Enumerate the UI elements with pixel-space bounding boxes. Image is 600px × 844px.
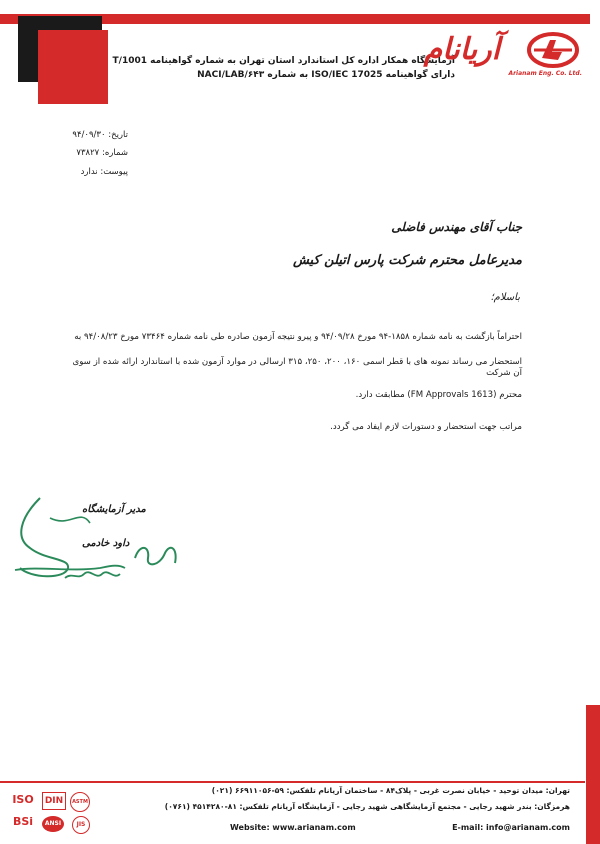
- logo-subtitle: Arianam Eng. Co. Ltd.: [508, 70, 582, 77]
- signer-name: داود خادمی: [82, 538, 130, 549]
- brand-name: آریانام: [423, 32, 500, 67]
- greeting: باسلام؛: [490, 292, 520, 303]
- footer-address-hormozgan: هرمزگان: بندر شهید رجایی - مجتمع آزمایشگاهی شهید رجایی - آزمایشگاه آریانام تلفکس: ۸۱-۴۵۱۴۲۸۰ (۰۷۶۱): [164, 802, 570, 811]
- accreditation-line-1: آزمایشگاه همکار اداره کل استاندارد استان تهران به شماره گواهینامه T/1001: [112, 56, 455, 66]
- corner-red-block: [38, 30, 108, 104]
- letter-date: تاریخ: ۹۴/۰۹/۳۰: [72, 130, 128, 140]
- body-paragraph-4: مراتب جهت استحضار و دستورات لازم ایفاد می گردد.: [330, 422, 522, 432]
- din-logo-icon: DIN: [42, 792, 66, 810]
- letter-attachment: پیوست: ندارد: [80, 167, 128, 177]
- footer-address-tehran: تهران: میدان توحید - خیابان نصرت غربی - پلاک۸۴ - ساختمان آریانام تلفکس: ۵۹-۶۶۹۱۱۰۵۶ (۰۲۱): [211, 786, 570, 795]
- footer-website: Website: www.arianam.com: [230, 823, 356, 832]
- addressee-title: مدیرعامل محترم شرکت پارس اتیلن کیش: [292, 253, 522, 268]
- bsi-logo-icon: BSi: [12, 815, 34, 828]
- addressee-name: جناب آقای مهندس فاضلی: [391, 220, 522, 234]
- ansi-logo-icon: ANSI: [42, 816, 64, 832]
- jis-logo-icon: JIS: [72, 816, 90, 834]
- footer-divider: [0, 781, 585, 783]
- body-paragraph-2: استحضار می رساند نمونه های با قطر اسمی ۱۶۰، ۲۰۰، ۲۵۰، ۳۱۵ ارسالی در موارد آزمون شده با استاندارد ارائه شده از سوی آن شرکت: [72, 357, 522, 378]
- body-paragraph-1: احتراماً بازگشت به نامه شماره ۱۸۵۸-۹۴ مورخ ۹۴/۰۹/۲۸ و پیرو نتیجه آزمون صادره طی نامه شماره ۷۳۴۶۴ مورخ ۹۴/۰۸/۲۳ به: [74, 332, 522, 342]
- iso-logo-icon: ISO: [12, 793, 34, 806]
- letter-number: شماره: ۷۳۸۲۷: [76, 148, 128, 158]
- accreditation-line-2: دارای گواهینامه ISO/IEC 17025 به شماره NACI/LAB/۶۴۳: [197, 70, 455, 80]
- footer-red-strip: [586, 705, 600, 844]
- astm-logo-icon: ASTM: [70, 792, 90, 812]
- body-paragraph-3: محترم (1613 FM Approvals) مطابقت دارد.: [355, 390, 522, 400]
- signer-title: مدیر آزمایشگاه: [82, 504, 146, 515]
- footer-email: E-mail: info@arianam.com: [452, 823, 570, 832]
